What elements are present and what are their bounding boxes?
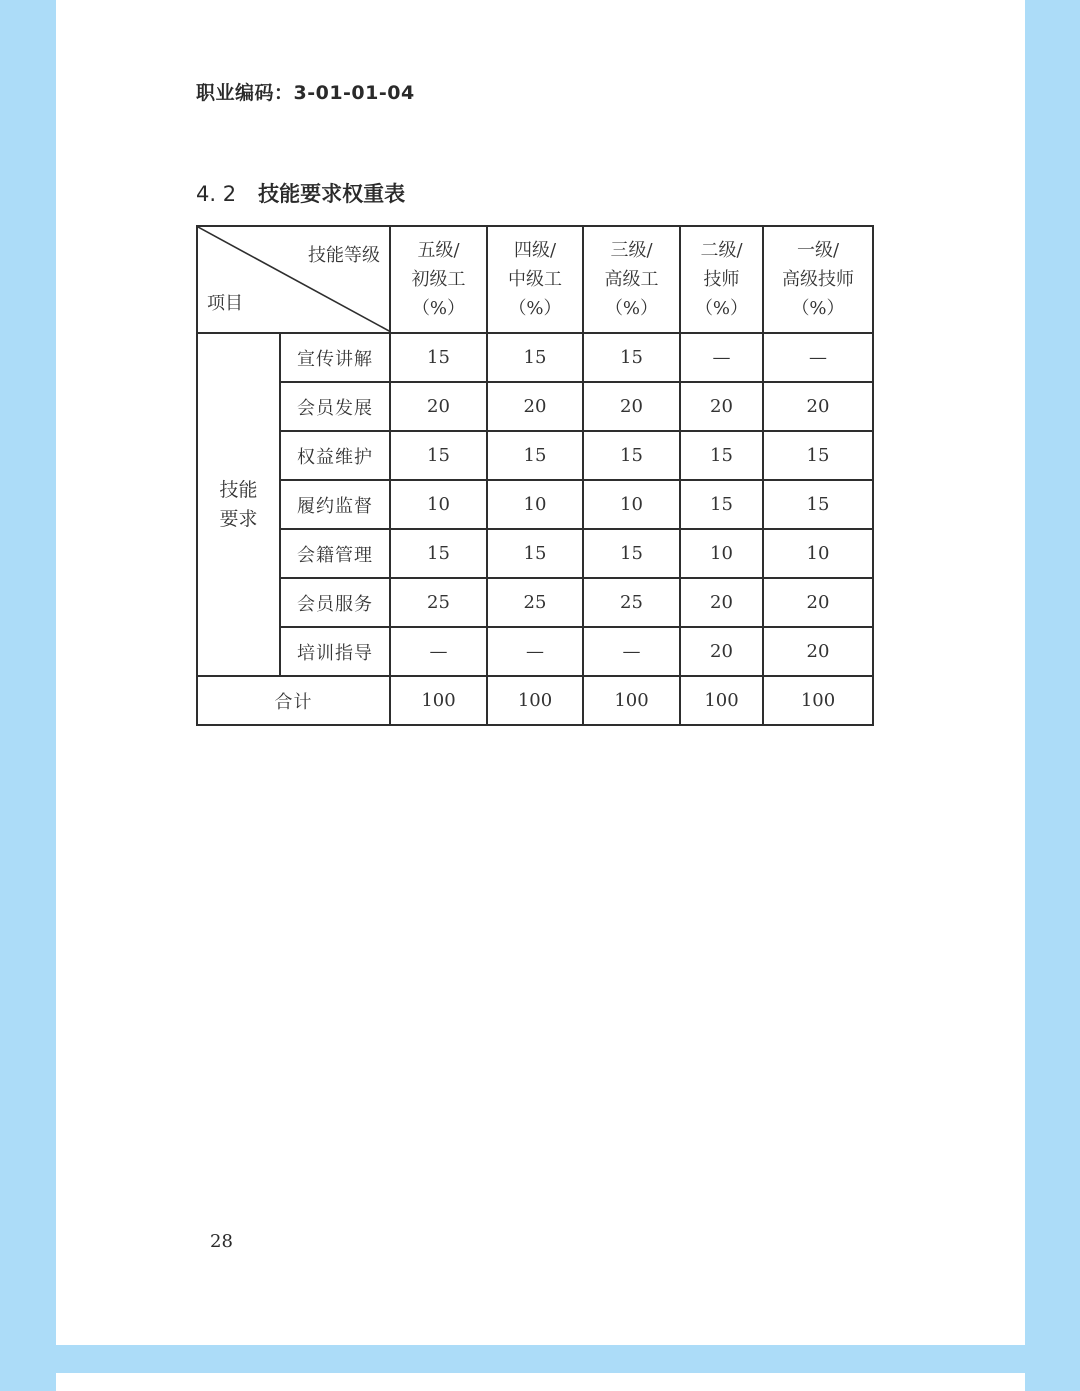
- row-item-label: 权益维护: [280, 431, 390, 480]
- table-row: [197, 431, 873, 480]
- section-heading: [196, 178, 405, 208]
- weight-cell: 20: [763, 382, 873, 431]
- skill-requirements-group: 技能 要求: [197, 333, 280, 676]
- weight-cell: 20: [390, 382, 487, 431]
- diagonal-header-cell: [197, 226, 390, 333]
- total-cell: 100: [680, 676, 763, 725]
- table-row: [197, 529, 873, 578]
- weight-cell: 20: [583, 382, 680, 431]
- weight-cell: 10: [390, 480, 487, 529]
- page-number: 28: [210, 1231, 233, 1252]
- weight-cell: 25: [487, 578, 583, 627]
- weight-cell: 20: [680, 382, 763, 431]
- weight-cell: 10: [583, 480, 680, 529]
- level-header-2: 二级/ 技师 （%）: [680, 226, 763, 333]
- corner-skill-level-label: 技能等级: [308, 245, 380, 266]
- weight-cell: 15: [583, 431, 680, 480]
- weight-cell: 15: [487, 529, 583, 578]
- weight-cell: 15: [583, 333, 680, 382]
- weight-cell: —: [763, 333, 873, 382]
- weight-cell: 20: [763, 578, 873, 627]
- level-header-4: 四级/ 中级工 （%）: [487, 226, 583, 333]
- weight-cell: 20: [680, 578, 763, 627]
- total-label: 合计: [197, 676, 390, 725]
- weight-cell: 20: [763, 627, 873, 676]
- table-row: [197, 578, 873, 627]
- level-header-5: 五级/ 初级工 （%）: [390, 226, 487, 333]
- total-cell: 100: [487, 676, 583, 725]
- header-row: [197, 226, 873, 333]
- weight-cell: —: [680, 333, 763, 382]
- level-header-1: 一级/ 高级技师 （%）: [763, 226, 873, 333]
- occupation-code: 职业编码：3-01-01-04: [196, 82, 415, 104]
- weight-cell: 15: [487, 333, 583, 382]
- skill-weight-table: [196, 225, 874, 726]
- weight-cell: 15: [390, 333, 487, 382]
- weight-cell: 25: [583, 578, 680, 627]
- section-number: 4. 2: [196, 182, 237, 206]
- level-header-3: 三级/ 高级工 （%）: [583, 226, 680, 333]
- row-item-label: 会籍管理: [280, 529, 390, 578]
- section-title: 技能要求权重表: [258, 182, 406, 206]
- next-page-edge: [56, 1373, 1025, 1391]
- total-cell: 100: [583, 676, 680, 725]
- table-row: [197, 627, 873, 676]
- row-item-label: 培训指导: [280, 627, 390, 676]
- weight-cell: 15: [583, 529, 680, 578]
- weight-cell: —: [390, 627, 487, 676]
- weight-cell: 10: [763, 529, 873, 578]
- weight-cell: 20: [680, 627, 763, 676]
- weight-cell: 15: [763, 480, 873, 529]
- corner-item-label: 项目: [207, 293, 243, 314]
- weight-cell: 10: [487, 480, 583, 529]
- row-item-label: 履约监督: [280, 480, 390, 529]
- table-row: [197, 480, 873, 529]
- weight-cell: 25: [390, 578, 487, 627]
- weight-cell: —: [583, 627, 680, 676]
- total-cell: 100: [390, 676, 487, 725]
- row-item-label: 宣传讲解: [280, 333, 390, 382]
- total-row: [197, 676, 873, 725]
- table-row: [197, 382, 873, 431]
- weight-cell: 15: [390, 529, 487, 578]
- weight-cell: 10: [680, 529, 763, 578]
- weight-cell: 15: [390, 431, 487, 480]
- weight-cell: 15: [680, 480, 763, 529]
- row-item-label: 会员服务: [280, 578, 390, 627]
- total-cell: 100: [763, 676, 873, 725]
- weight-cell: 20: [487, 382, 583, 431]
- table-row: [197, 333, 873, 382]
- row-item-label: 会员发展: [280, 382, 390, 431]
- weight-cell: —: [487, 627, 583, 676]
- weight-cell: 15: [763, 431, 873, 480]
- weight-cell: 15: [680, 431, 763, 480]
- weight-cell: 15: [487, 431, 583, 480]
